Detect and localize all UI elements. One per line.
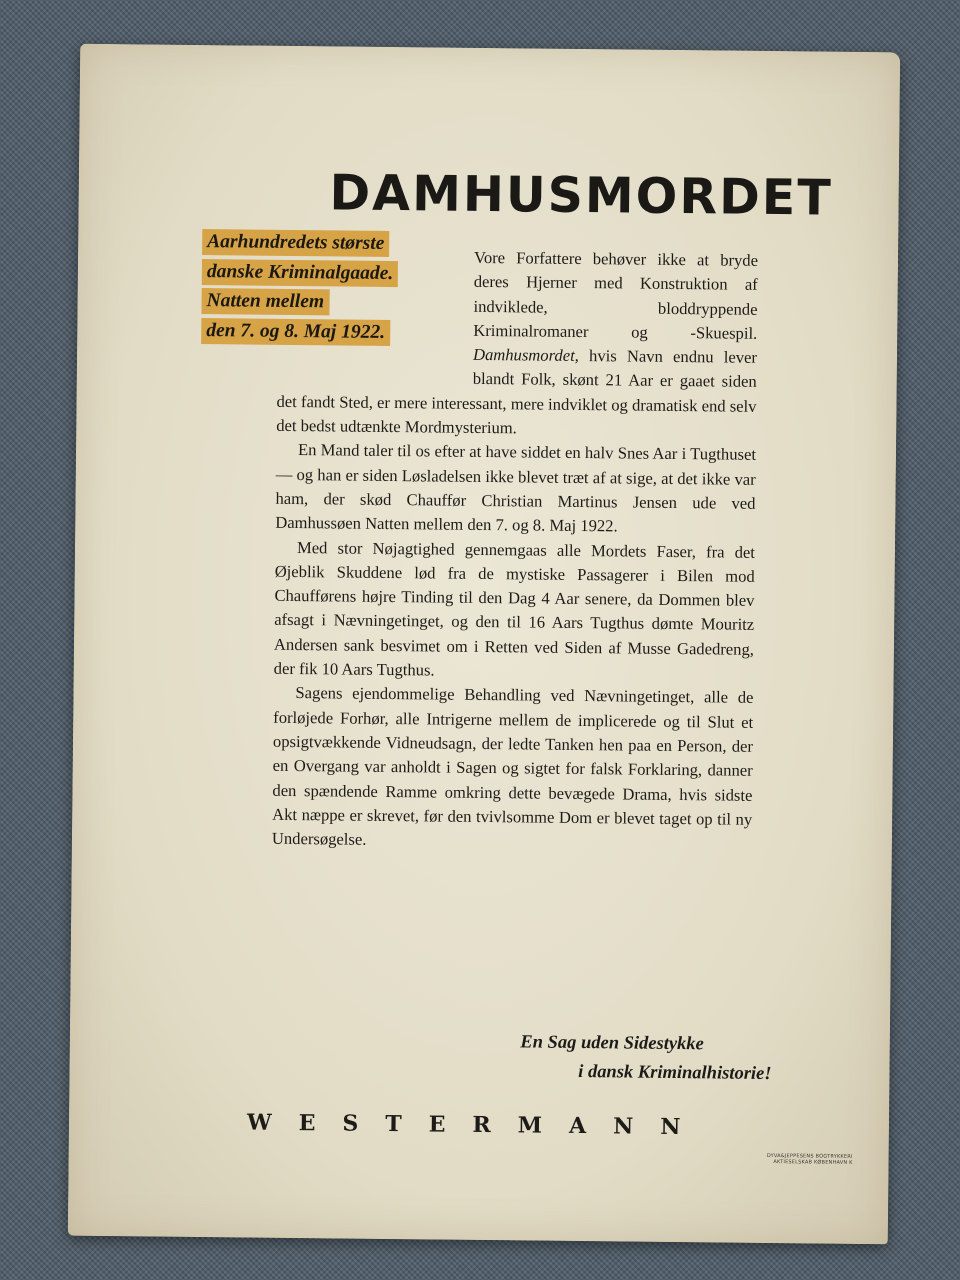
tagline-line: Aarhundredets største [202, 229, 389, 257]
closing-slogan [520, 1028, 772, 1089]
closing-line: En Sag uden Sidestykke [520, 1032, 704, 1055]
tagline-line: den 7. og 8. Maj 1922. [201, 318, 390, 346]
tagline-line: danske Kriminalgaade. [202, 259, 399, 287]
publisher-name: WESTERMANN [246, 1109, 708, 1141]
book-title: DAMHUSMORDET [329, 164, 833, 227]
tagline-line: Natten mellem [201, 288, 329, 315]
blurb-text [272, 244, 758, 856]
blurb-emphasis: Damhusmordet, [472, 345, 579, 366]
book-back-cover [68, 44, 900, 1245]
closing-line: i dansk Kriminalhistorie! [578, 1062, 772, 1085]
blurb-paragraph: Med stor Nøjagtighed gennemgaas alle Mordets Faser, fra det Øjeblik Skuddene lød fra de mystiske Passagerer i Bilen mod Chaufførens højre Tinding til den Dag 4 Aar senere, da Dommen blev afsagt i Nævningetinget, og den til 16 Aars Tugthus dømte Mouritz Andersen sank besvimet om i Retten ved Siden af Musse Gadedreng, der fik 10 Aars Tugthus. [273, 537, 756, 680]
printer-line: AKTIESELSKAB KØBENHAVN K [773, 1159, 853, 1166]
blurb-text-run: Vore Forfattere behøver ikke at bryde deres Hjerner med Konstruktion af indviklede, bloddryppende Kriminalromaner og -Skuespil. [473, 247, 759, 343]
blurb-paragraph: Sagens ejendommelige Behandling ved Nævningetinget, alle de forløjede Forhør, alle Intrigerne mellem de implicerede og til Slut et opsigtvækkende Vidneudsagn, der ledte Tanken hen paa en Person, der en Overgang var anholdt i Sagen og sigtet for falsk Forklaring, danner den spændende Ramme omkring dette bevægede Drama, hvis sidste Akt næppe er skrevet, før den tvivlsomme Dom er blevet taget op til ny Undersøgelse. [271, 683, 754, 849]
blurb-text-run: hvis Navn endnu lever blandt Folk, skønt 21 Aar er gaaet siden det fandt Sted, er mere interessant, mere indviklet og dramatisk end selv det bedst udtænkte Mordmysterium. [276, 346, 758, 438]
tagline-spacer [277, 244, 474, 381]
printer-imprint [727, 1153, 853, 1166]
blurb-paragraph: En Mand taler til os efter at have siddet en halv Snes Aar i Tugthuset — og han er siden Løsladelsen ikke blevet træt af at sige, at det ikke var ham, der skød Chauffør Christian Martinus Jensen ude ved Damhussøen Natten mellem den 7. og 8. Maj 1922. [275, 440, 757, 536]
printer-line: DYVA&JEPPESENS BOGTRYKKERI [766, 1152, 853, 1160]
